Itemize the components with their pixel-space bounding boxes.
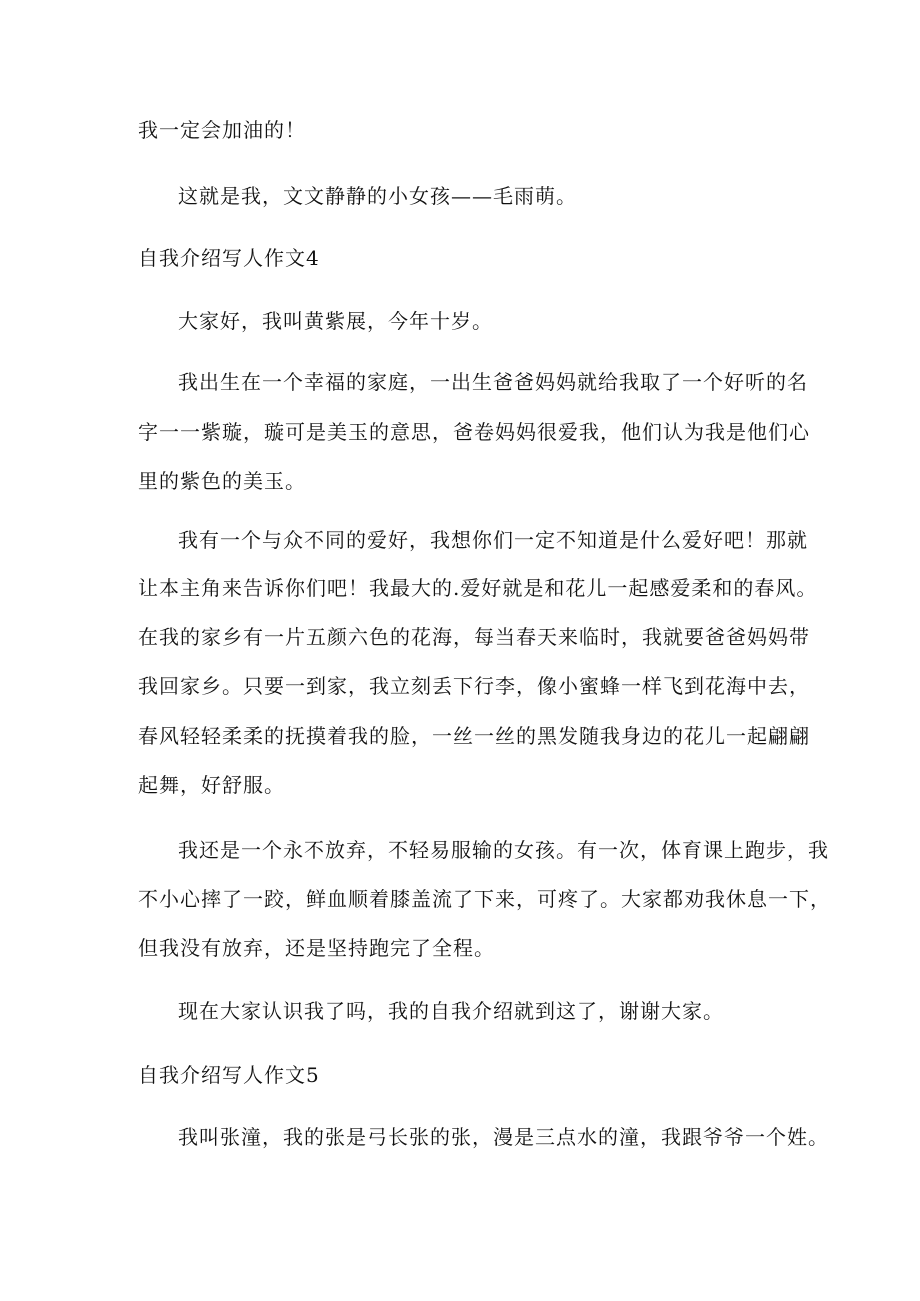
paragraph-line: 但我没有放弃，还是坚持跑完了全程。 bbox=[138, 936, 495, 960]
text-line: 大家好，我叫黄紫展，今年十岁。 bbox=[178, 309, 493, 333]
section-heading: 自我介绍写人作文5 bbox=[138, 1063, 320, 1087]
text-line: 这就是我，文文静静的小女孩——毛雨萌。 bbox=[178, 184, 577, 208]
paragraph-line: 春风轻轻柔柔的抚摸着我的脸，一丝一丝的黑发随我身边的花儿一起翩翩 bbox=[138, 724, 810, 748]
paragraph-line: 我叫张潼，我的张是弓长张的张，漫是三点水的潼，我跟爷爷一个姓。 bbox=[178, 1125, 829, 1149]
paragraph-line: 现在大家认识我了吗，我的自我介绍就到这了，谢谢大家。 bbox=[178, 999, 724, 1023]
paragraph-line: 字一一紫璇，璇可是美玉的意思，爸卷妈妈很爱我，他们认为我是他们心 bbox=[138, 420, 810, 444]
paragraph-line: 我还是一个永不放弃，不轻易服输的女孩。有一次，体育课上跑步，我 bbox=[178, 838, 829, 862]
paragraph-line: 不小心摔了一跤，鲜血顺着膝盖流了下来，可疼了。大家都劝我休息一下， bbox=[138, 887, 831, 911]
paragraph-line: 我有一个与众不同的爱好，我想你们一定不知道是什么爱好吧！那就 bbox=[178, 528, 808, 552]
paragraph-line: 在我的家乡有一片五颜六色的花海，每当春天来临时，我就要爸爸妈妈带 bbox=[138, 625, 810, 649]
paragraph-line: 我出生在一个幸福的家庭，一出生爸爸妈妈就给我取了一个好听的名 bbox=[178, 370, 808, 394]
paragraph-line: 起舞，好舒服。 bbox=[138, 773, 285, 797]
text-line: 我一定会加油的！ bbox=[138, 118, 306, 142]
paragraph-line: 让本主角来告诉你们吧！我最大的.爱好就是和花儿一起感爱柔和的春风。 bbox=[138, 576, 818, 600]
section-heading: 自我介绍写人作文4 bbox=[138, 246, 320, 270]
paragraph-line: 里的紫色的美玉。 bbox=[138, 469, 306, 493]
paragraph-line: 我回家乡。只要一到家，我立刻丢下行李，像小蜜蜂一样飞到花海中去， bbox=[138, 674, 810, 698]
